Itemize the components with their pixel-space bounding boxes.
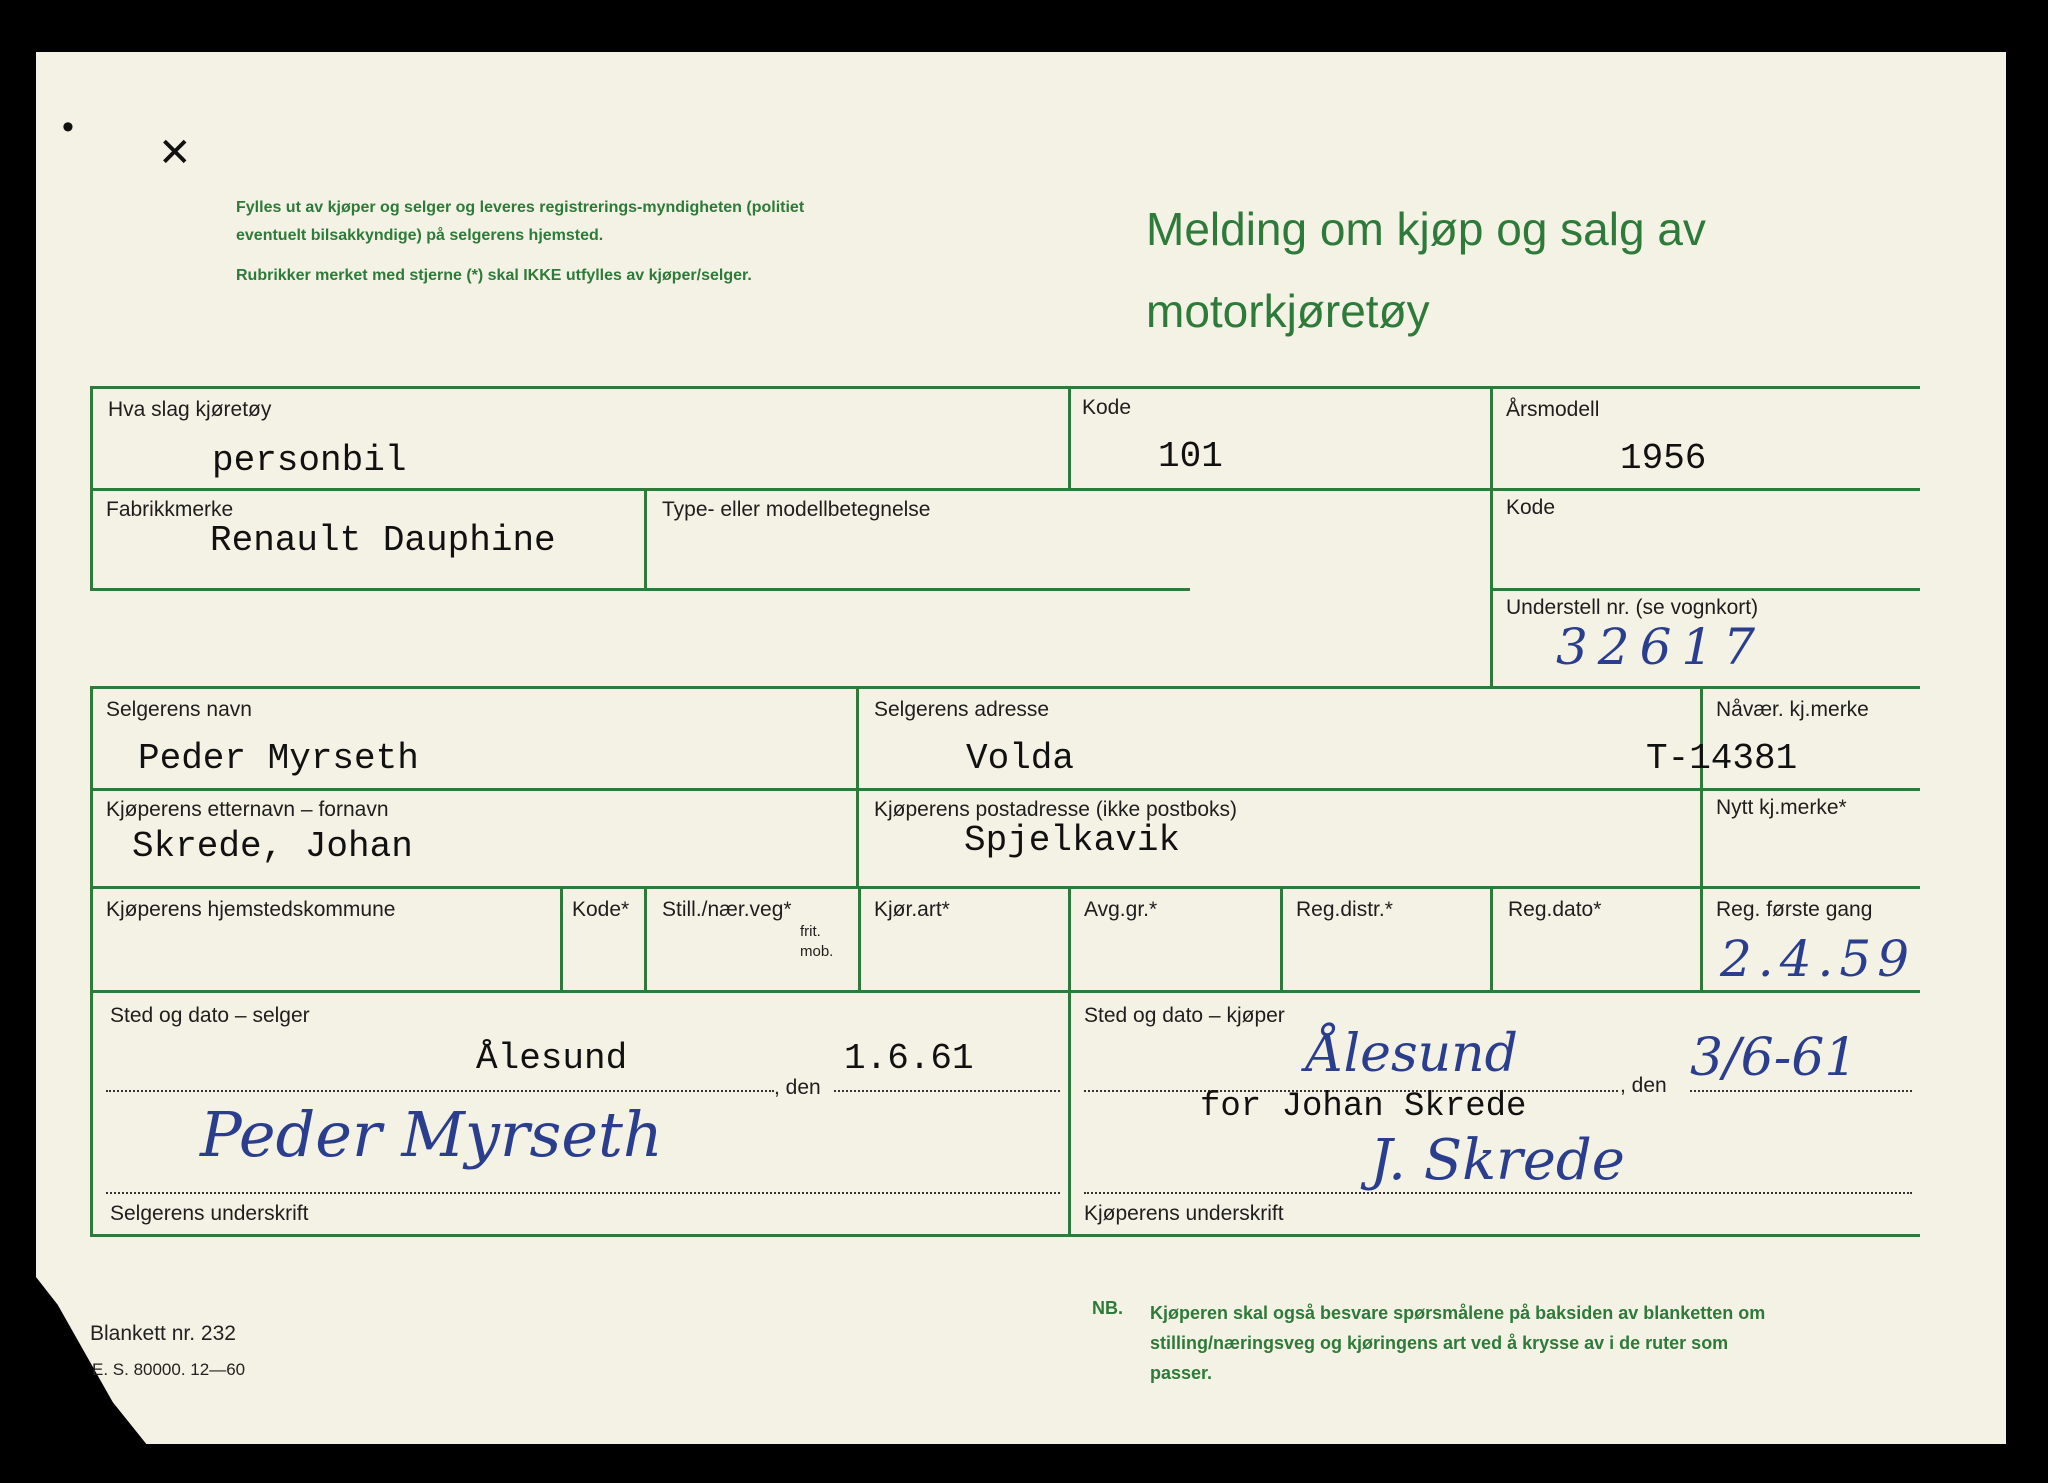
seller-place-line [106, 1090, 774, 1092]
rule [90, 886, 1920, 889]
vehicle-type-value: personbil [212, 440, 407, 481]
rule [90, 386, 1920, 389]
rule [856, 686, 859, 888]
make-label: Fabrikkmerke [106, 498, 234, 521]
seller-date-line [834, 1090, 1060, 1092]
municipality-label: Kjøperens hjemstedskommune [106, 898, 396, 921]
current-plate-value: T-14381 [1646, 738, 1798, 779]
rule [560, 888, 563, 990]
kode-label: Kode* [572, 898, 630, 921]
first-reg-label: Reg. første gang [1716, 898, 1873, 921]
year-model-value: 1956 [1620, 438, 1707, 479]
rule [90, 788, 1920, 791]
form-number: Blankett nr. 232 [90, 1322, 236, 1345]
seller-den-label: , den [774, 1076, 821, 1099]
vehicle-code-label: Kode [1082, 396, 1132, 419]
title-line-1: Melding om kjøp og salg av [1146, 203, 1706, 255]
instructions-1: Fylles ut av kjøper og selger og leveres registrerings-myndigheten (politiet eventuelt bilsakkyndige) på selgerens hjemsted. [236, 199, 805, 244]
tax-group-label: Avg.gr.* [1084, 898, 1158, 921]
rule [1490, 588, 1920, 591]
seller-address-value: Volda [966, 738, 1075, 779]
seller-date-value: 1.6.61 [844, 1038, 974, 1079]
buyer-den-label: , den [1620, 1074, 1667, 1097]
rule [90, 488, 1920, 491]
buyer-place-value: Ålesund [1306, 1024, 1518, 1084]
chassis-value: 32617 [1556, 618, 1766, 676]
rule [644, 490, 647, 588]
occupation-label: Still./nær.veg* [662, 898, 792, 921]
seller-signature-label: Selgerens underskrift [110, 1202, 309, 1225]
make-value: Renault Dauphine [210, 520, 556, 561]
year-model-label: Årsmodell [1506, 398, 1600, 421]
occupation-sub: frit. mob. [800, 923, 834, 960]
seller-signature: Peder Myrseth [200, 1098, 663, 1171]
rule [1068, 386, 1071, 488]
rule [1700, 686, 1703, 990]
stray-mark: • [62, 108, 74, 146]
rule [1490, 386, 1493, 686]
buyer-name-value: Skrede, Johan [132, 826, 413, 867]
buyer-signature: J. Skrede [1370, 1128, 1625, 1193]
rule [858, 888, 861, 990]
code2-label: Kode [1506, 496, 1556, 519]
nb-label: NB. [1092, 1298, 1123, 1318]
title-line-2: motorkjøretøy [1146, 285, 1430, 337]
rule [644, 888, 647, 990]
seller-address-label: Selgerens adresse [874, 698, 1050, 721]
rule [90, 1234, 1920, 1237]
rule [1490, 888, 1493, 990]
rule [90, 686, 93, 1234]
reg-district-label: Reg.distr.* [1296, 898, 1393, 921]
buyer-date-value: 3/6-61 [1690, 1028, 1858, 1088]
rule [90, 990, 1920, 993]
rule [90, 588, 1190, 591]
buyer-signature-label: Kjøperens underskrift [1084, 1202, 1284, 1225]
buyer-address-label: Kjøperens postadresse (ikke postboks) [874, 798, 1237, 821]
buyer-place-label: Sted og dato – kjøper [1084, 1004, 1285, 1027]
form-title [1146, 188, 1706, 352]
model-label: Type- eller modellbetegnelse [662, 498, 931, 521]
stray-mark-2: ✕ [158, 131, 192, 175]
nb-text: Kjøperen skal også besvare spørsmålene på baksiden av blanketten om stilling/næringsveg og kjøringens art ved å krysse av i de ruter som passer. [1150, 1303, 1766, 1383]
drive-type-label: Kjør.art* [874, 898, 950, 921]
new-plate-label: Nytt kj.merke* [1716, 796, 1847, 819]
buyer-signature-line [1084, 1192, 1912, 1194]
vehicle-type-label: Hva slag kjøretøy [108, 398, 272, 421]
buyer-name-label: Kjøperens etternavn – fornavn [106, 798, 389, 821]
first-reg-value: 2.4.59 [1720, 930, 1916, 988]
chassis-label: Understell nr. (se vognkort) [1506, 596, 1759, 619]
vehicle-code-value: 101 [1158, 436, 1223, 477]
instructions-2: Rubrikker merket med stjerne (*) skal IKKE utfylles av kjøper/selger. [236, 267, 752, 284]
seller-place-value: Ålesund [476, 1038, 628, 1079]
rule [1280, 888, 1283, 990]
reg-date-label: Reg.dato* [1508, 898, 1602, 921]
current-plate-label: Nåvær. kj.merke [1716, 698, 1869, 721]
rule [90, 686, 1920, 689]
seller-place-label: Sted og dato – selger [110, 1004, 310, 1027]
seller-name-value: Peder Myrseth [138, 738, 419, 779]
print-info: E. S. 80000. 12—60 [92, 1360, 246, 1379]
buyer-for-text: for Johan Skrede [1200, 1088, 1527, 1126]
seller-signature-line [106, 1192, 1060, 1194]
buyer-date-line [1690, 1090, 1912, 1092]
rule [1068, 888, 1071, 1234]
instructions [236, 194, 816, 302]
rule [90, 386, 93, 591]
seller-name-label: Selgerens navn [106, 698, 252, 721]
buyer-address-value: Spjelkavik [964, 820, 1181, 861]
